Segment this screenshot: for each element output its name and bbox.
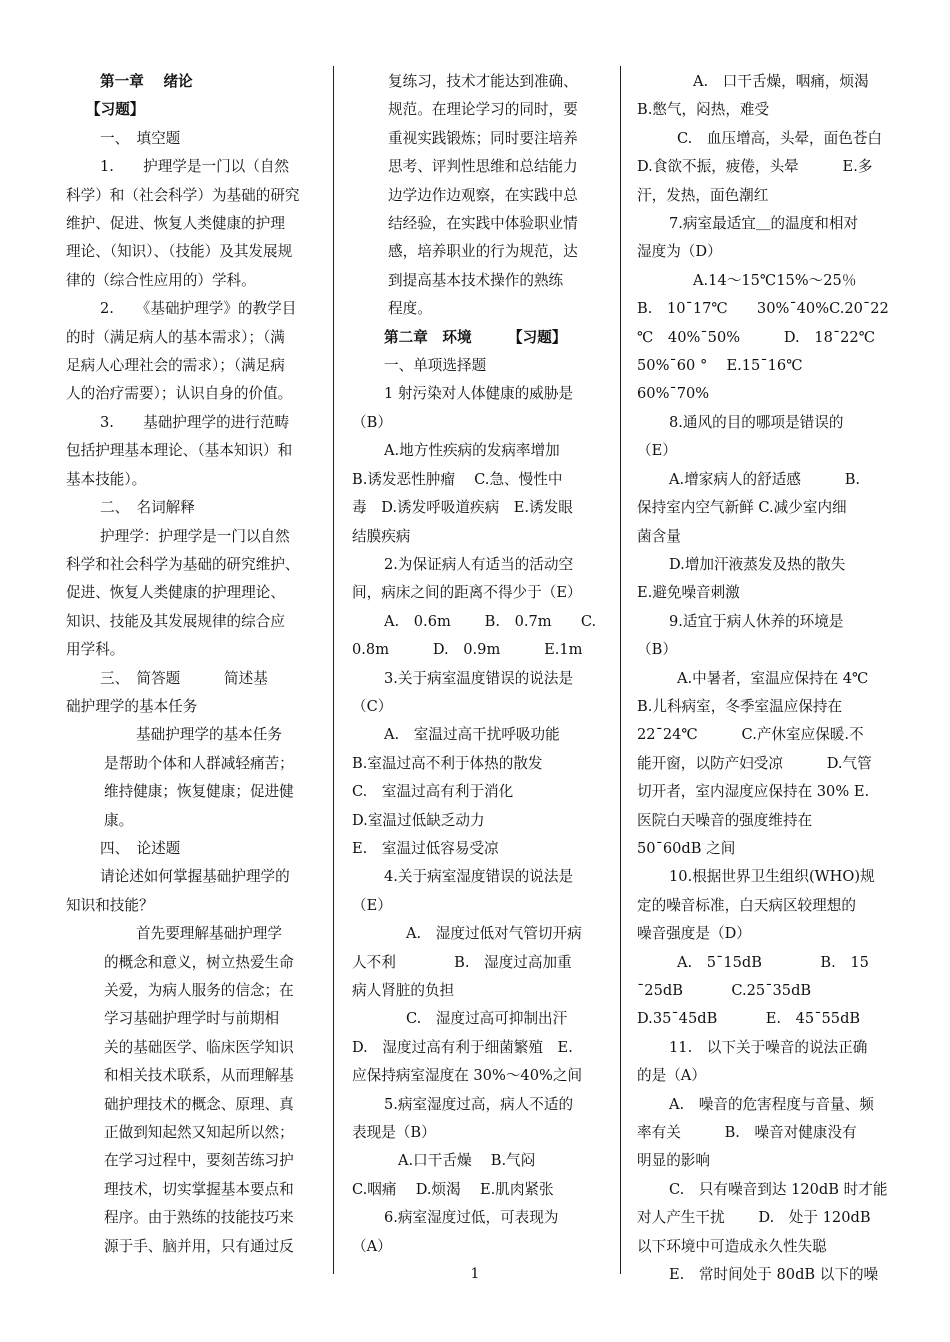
text-line: 思考、评判性思维和总结能力	[388, 158, 578, 176]
text-line: 促进、恢复人类健康的护理理论、	[66, 584, 285, 602]
text-line: 22¯24℃ C.产休室应保暖.不	[637, 726, 864, 744]
text-line: A.增家病人的舒适感 B.	[669, 470, 861, 488]
text-line: 包括护理基本理论、（基本知识）和	[66, 442, 293, 460]
text-line: 关的基础医学、临床医学知识	[104, 1038, 294, 1056]
text-line: 科学和社会科学为基础的研究维护、	[66, 555, 300, 573]
text-line: A.地方性疾病的发病率增加	[384, 442, 560, 460]
text-line: 到提高基本技术操作的熟练	[388, 271, 564, 289]
text-line: 是帮助个体和人群减轻痛苦；	[104, 754, 294, 772]
exercises-heading: 【习题】	[86, 101, 145, 119]
text-line: 定的噪音标准，白天病区较理想的	[637, 896, 856, 914]
text-line: 程度。	[388, 300, 432, 318]
text-line: 础护理学的基本任务	[66, 697, 198, 715]
text-line: 人的治疗需要）；认识自身的价值。	[66, 385, 293, 403]
text-line: 噪音强度是（D）	[637, 925, 751, 943]
text-line: 对人产生干扰 D. 处于 120dB	[637, 1209, 871, 1227]
text-line: D.食欲不振，疲倦，头晕 E.多	[637, 158, 873, 176]
text-line: 础护理技术的概念、原理、真	[104, 1095, 294, 1113]
text-line: 基本技能）。	[66, 470, 147, 488]
text-line: A. 口干舌燥，咽痛，烦渴	[693, 73, 869, 90]
text-line: 毒 D.诱发呼吸道疾病 E.诱发眼	[352, 499, 573, 517]
text-line: 护理学：护理学是一门以自然	[100, 527, 290, 545]
text-line: D.增加汗液蒸发及热的散失	[669, 555, 846, 573]
text-line: 病人肾脏的负担	[352, 982, 455, 999]
text-line: E. 室温过低容易受凉	[352, 839, 499, 857]
text-line: 3.关于病室温度错误的说法是	[384, 669, 574, 687]
text-line: 的是（A）	[637, 1067, 706, 1085]
text-line: 用学科。	[66, 641, 125, 659]
text-line: 明显的影响	[637, 1152, 710, 1170]
text-line: （B）	[352, 413, 392, 431]
text-line: 源于手、脑并用，只有通过反	[104, 1237, 294, 1255]
text-line: D. 湿度过高有利于细菌繁殖 E.	[352, 1038, 573, 1056]
text-line: A.中暑者，室温应保持在 4℃	[677, 669, 869, 687]
text-line: 理论、（知识）、（技能）及其发展规	[66, 243, 293, 261]
text-line: 足病人心理社会的需求）；（满足病	[66, 357, 285, 375]
text-line: 和相关技术联系，从而理解基	[104, 1067, 294, 1085]
text-line: B.憋气，闷热，难受	[637, 101, 770, 119]
text-line: 复练习，技术才能达到准确、	[388, 73, 578, 90]
chapter-1-title: 第一章 绪论	[100, 73, 193, 90]
text-line: 7.病室最适宜＿的温度和相对	[669, 215, 859, 233]
section-heading: 一、单项选择题	[384, 357, 487, 375]
text-line: ℃ 40%¯50% D. 18¯22℃	[637, 328, 876, 346]
text-line: ¯25dB C.25¯35dB	[637, 982, 812, 999]
text-line: A.口干舌燥 B.气闷	[398, 1152, 536, 1170]
text-line: 菌含量	[637, 527, 681, 545]
text-line: 汗，发热，面色潮红	[637, 186, 769, 204]
text-line: E.避免噪音刺激	[637, 584, 740, 602]
text-line: 律的（综合性应用的）学科。	[66, 271, 256, 289]
text-line: 正做到知起然又知起所以然；	[104, 1124, 294, 1142]
text-line: 感，培养职业的行为规范，达	[388, 243, 578, 261]
right-text-column	[637, 68, 889, 1289]
text-line: 4.关于病室湿度错误的说法是	[384, 868, 574, 886]
text-line: 2.为保证病人有适当的活动空	[384, 555, 574, 573]
text-line: D.室温过低缺乏动力	[352, 811, 485, 829]
text-line: 间，病床之间的距离不得少于（E）	[352, 584, 582, 602]
text-line: 湿度为（D）	[637, 243, 722, 261]
text-line: A. 室温过高干扰呼吸功能	[384, 726, 560, 744]
text-line: 5.病室湿度过高，病人不适的	[384, 1095, 574, 1113]
text-line: 1. 护理学是一门以（自然	[100, 158, 290, 176]
text-line: 关爱，为病人服务的信念；在	[104, 982, 294, 999]
text-line: 50%¯60 ° E.15¯16℃ 60%¯70%	[637, 357, 818, 403]
text-line: A. 0.6m B. 0.7m C.	[384, 612, 597, 630]
text-line: 10.根据世界卫生组织(WHO)规	[669, 868, 875, 886]
text-line: 人不利 B. 湿度过高加重	[352, 953, 572, 971]
text-line: D.35¯45dB E. 45¯55dB	[637, 1010, 861, 1028]
text-line: （B）	[637, 641, 677, 659]
text-line: （E）	[637, 442, 677, 460]
section-heading: 三、 简答题 简述基	[100, 669, 268, 687]
text-line: 保持室内空气新鲜 C.减少室内细	[637, 499, 847, 517]
text-line: 科学）和（社会科学）为基础的研究	[66, 186, 300, 204]
text-line: 切开者，室内湿度应保持在 30% E.	[637, 783, 870, 801]
text-line: 维持健康；恢复健康；促进健	[104, 783, 294, 801]
text-line: 结经验，在实践中体验职业情	[388, 215, 578, 233]
text-line: C. 只有噪音到达 120dB 时才能	[669, 1180, 888, 1198]
text-line: 康。	[104, 811, 134, 829]
text-line: 应保持病室湿度在 30%～40%之间	[352, 1067, 583, 1085]
text-line: B.诱发恶性肿瘤 C.急、慢性中	[352, 470, 563, 488]
column-divider	[620, 66, 621, 1274]
text-line: 以下环境中可造成永久性失聪	[637, 1237, 827, 1255]
text-line: （C）	[352, 697, 393, 715]
text-line: 知识和技能？	[66, 896, 154, 914]
text-line: 能开窗，以防产妇受凉 D.气管	[637, 754, 872, 772]
text-line: A. 5¯15dB B. 15	[677, 953, 869, 971]
text-line: 50¯60dB 之间	[637, 839, 736, 857]
text-line: 在学习过程中，要刻苦练习护	[104, 1152, 294, 1170]
text-line: 8.通风的目的哪项是错误的	[669, 413, 844, 431]
text-line: 规范。在理论学习的同时，要	[388, 101, 578, 119]
text-line: A. 噪音的危害程度与音量、频	[669, 1095, 874, 1113]
text-line: 重视实践锻炼；同时要注培养	[388, 129, 578, 147]
chapter-2-title: 第二章 环境 【习题】	[384, 328, 567, 346]
left-text-column	[66, 68, 324, 1261]
text-line: 的时（满足病人的基本需求）；（满	[66, 328, 285, 346]
text-line: 学习基础护理学时与前期相	[104, 1010, 280, 1028]
text-line: 边学边作边观察，在实践中总	[388, 186, 578, 204]
text-line: E. 常时间处于 80dB 以下的噪	[669, 1266, 879, 1284]
text-line: 维护、促进、恢复人类健康的护理	[66, 215, 285, 233]
text-line: B. 10¯17℃ 30%¯40%C.20¯22	[637, 300, 889, 318]
text-line: C.咽痛 D.烦渴 E.肌肉紧张	[352, 1180, 554, 1198]
text-line: C. 湿度过高可抑制出汗	[406, 1010, 568, 1028]
text-line: 知识、技能及其发展规律的综合应	[66, 612, 285, 630]
text-line: 11. 以下关于噪音的说法正确	[669, 1038, 868, 1056]
text-line: 医院白天噪音的强度维持在	[637, 811, 813, 829]
text-line: 3. 基础护理学的进行范畴	[100, 413, 290, 431]
section-heading: 四、 论述题	[100, 839, 181, 857]
text-line: 0.8m D. 0.9m E.1m	[352, 641, 583, 659]
text-line: C. 血压增高，头晕，面色苍白	[677, 129, 883, 147]
text-line: 首先要理解基础护理学	[136, 925, 282, 943]
text-line: 理技术，切实掌握基本要点和	[104, 1180, 294, 1198]
text-line: 表现是（B）	[352, 1124, 436, 1142]
text-line: 1 射污染对人体健康的威胁是	[384, 385, 574, 403]
section-heading: 一、 填空题	[100, 129, 181, 147]
text-line: 6.病室湿度过低，可表现为	[384, 1209, 559, 1227]
text-line: 结膜疾病	[352, 527, 411, 545]
text-line: C. 室温过高有利于消化	[352, 783, 514, 801]
text-line: 请论述如何掌握基础护理学的	[100, 868, 290, 886]
text-line: （E）	[352, 896, 392, 914]
text-line: 的概念和意义，树立热爱生命	[104, 953, 294, 971]
text-line: B.室温过高不利于体热的散发	[352, 754, 543, 772]
text-line: A. 湿度过低对气管切开病	[406, 925, 582, 943]
text-line: B.儿科病室，冬季室温应保持在	[637, 697, 843, 715]
page-number: 1	[470, 1266, 480, 1282]
middle-text-column	[352, 68, 604, 1261]
text-line: 率有关 B. 噪音对健康没有	[637, 1124, 857, 1142]
text-line: 9.适宜于病人休养的环境是	[669, 612, 844, 630]
column-divider	[333, 66, 334, 1274]
text-line: 程序。由于熟练的技能技巧来	[104, 1209, 294, 1227]
section-heading: 二、 名词解释	[100, 499, 195, 517]
text-line: A.14～15℃15%～25％	[693, 271, 857, 289]
text-line: 基础护理学的基本任务	[136, 726, 282, 744]
text-line: （A）	[352, 1237, 392, 1255]
text-line: 2. 《基础护理学》的教学目	[100, 300, 297, 318]
